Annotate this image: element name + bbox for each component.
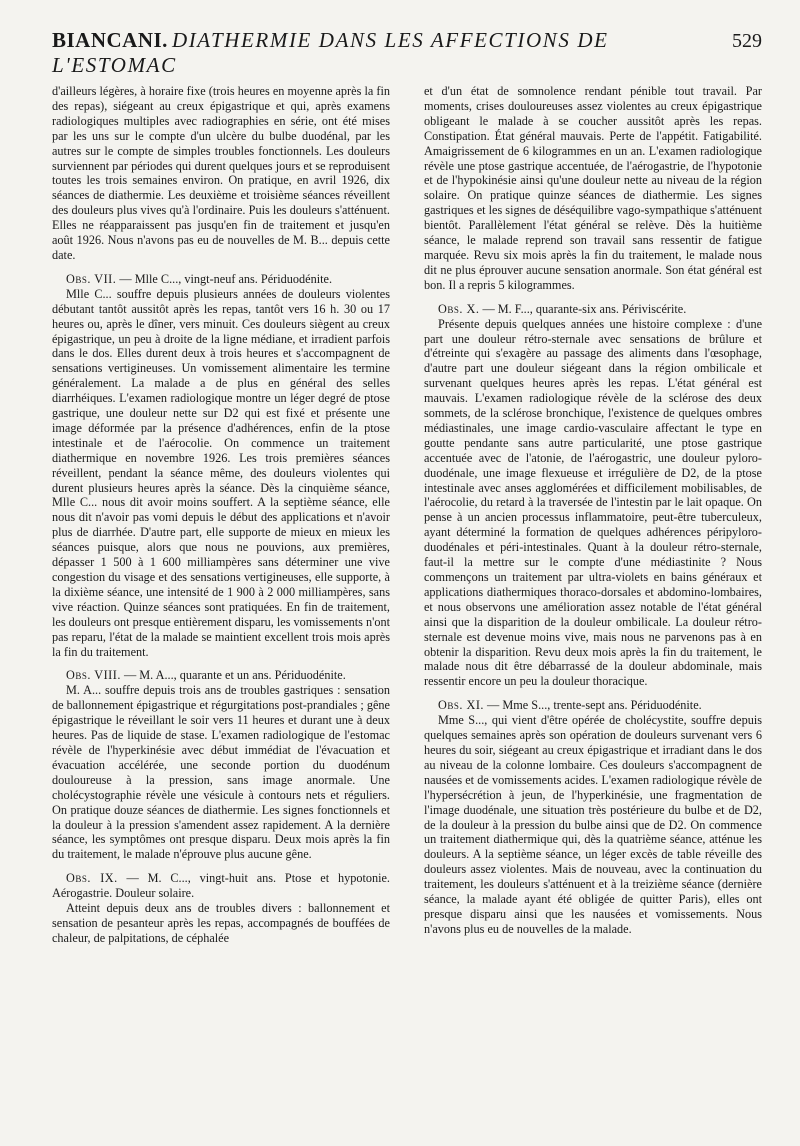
observation-label: Obs. IX. [66,871,118,886]
text-columns [52,84,762,946]
body-paragraph: M. A... souffre depuis trois ans de troubles gastriques : sensation de ballonnement épigastrique et régurgitations post-prandiales ; gêne épigastrique le réveillant le soir vers 11 heures et durant une à deux heures. Pas de liquide de stase. L'examen radiologique de l'estomac révèle de l'hyperkinésie avec début immédiat de l'évacuation et évacuation accélérée, une seconde portion du duodénum douloureuse à la pression, sans image anormale. Une cholécystographie révèle une vésicule à contours nets et réguliers. On pratique douze séances de diathermie. Les signes fonctionnels et la douleur à la pression s'amendent assez rapidement. A la dernière séance, les symptômes ont presque disparu. Deux mois après la fin du traitement, le malade n'éprouve plus aucune gêne. [52,683,390,862]
body-paragraph: Mme S..., qui vient d'être opérée de cholécystite, souffre depuis quelques semaines après son opération de douleurs survenant vers 6 heures du soir, siégeant au creux épigastrique et irradiant dans le dos au niveau de la colonne lombaire. Ces douleurs s'accompagnent de nausées et de vomissements acides. L'examen radiologique révèle de l'hypersécrétion à jeun, de l'hyperkinésie, une fragmentation de l'image duodénale, une situation très postérieure du bulbe et de D2, de la douleur à la pression du bulbe ainsi que de D2. On commence un traitement diathermique qui, dès la quatrième séance, atténue les douleurs. A la septième séance, un léger excès de table réveille des douleurs assez violentes. Mais de nouveau, avec la continuation du traitement, les douleurs s'atténuent et à la treizième séance (dernière séance, la malade ayant été obligée de quitter Paris), elles ont presque disparu ainsi que les nausées et vomissements. Nous n'avons plus eu de nouvelles de la malade. [424,713,762,936]
author-name: BIANCANI. [52,28,168,52]
observation-title: — M. C..., vingt-huit ans. Ptose et hypotonie. Aérogastrie. Douleur solaire. [52,871,390,901]
body-paragraph: Présente depuis quelques années une histoire complexe : d'une part une douleur rétro-sternale avec sensations de brûlure et d'étreinte qui s'exagère au passage des aliments dans l'œsophage, d'autre part une douleur siégeant dans la région ombilicale et survenant quelques heures après les repas. L'état général est mauvais. L'examen radiologique révèle de la sclérose des deux sommets, de la sclérose bronchique, l'existence de quelques ombres médiastinales, une image cardio-vasculaire affectant le type en goutte pendante sans autre particularité, une ptose gastrique accentuée avec de l'atonie, de l'aérogastric, une douleur pyloro-duodénale, une image flexueuse et irrégulière de D2, de la ptose intestinale avec anses agglomérées et difficilement mobilisables, de l'aérocolie, du retard à la traversée de l'intestin par le lait opaque. On pense à un ancien processus inflammatoire, peut-être tuberculeux, ayant déterminé la formation de quelques adhérences péripyloro-duodénales et péri-intestinales. Quant à la douleur rétro-sternale, faut-il la mettre sur le compte d'une médiastinite ? Nous commençons un traitement par ultra-violets en bains généraux et applications diathermiques thoraco-dorsales et abdomino-lombaires, et nous observons une amélioration assez notable de l'état général ainsi que la disparition de la douleur ombilicale. La douleur rétro-sternale est devenue moins vive, mais nous ne parvenons pas à en obtenir la disparition. Revu deux mois après la fin du traitement, le malade nous dit être débarrassé de la douleur abdominale, mais ressentir encore un peu la douleur thoracique. [424,316,762,689]
observation-label: Obs. VIII. [66,668,121,683]
page-number: 529 [732,30,762,52]
body-paragraph: d'ailleurs légères, à horaire fixe (trois heures en moyenne après la fin des repas), siégeant au creux épigastrique et qui, après examens radiologiques multiples avec radiographies en série, ont été mises par les uns sur le compte d'un ulcère du bulbe duodénal, par les autres sur le compte de simples troubles fonctionnels. Les douleurs surviennent par périodes qui durent quelques jours et se reproduisent toutes les trois semaines environ. On pratique, en avril 1926, dix séances de diathermie. Les deuxième et troisième séances réveillent des douleurs plus vives qu'à l'ordinaire. Puis les douleurs s'atténuent. Elles ne réapparaissent pas jusqu'en fin de traitement et jusqu'en août 1926. Nous n'avons pas eu de nouvelles de M. B... depuis cette date. [52,84,390,262]
observation-title: — Mlle C..., vingt-neuf ans. Périduodénite. [116,271,333,286]
observation-title: — M. F..., quarante-six ans. Périviscérite. [479,301,687,316]
observation-heading [52,668,390,683]
observation-label: Obs. VII. [66,271,117,286]
observation-heading [424,302,762,317]
observation-label: Obs. X. [438,301,480,316]
body-paragraph: et d'un état de somnolence rendant pénible tout travail. Par moments, crises douloureuses assez violentes au creux épigastrique obligeant le malade à se coucher aussitôt après les repas. Constipation. État général mauvais. Perte de l'appétit. Fatigabilité. Amaigrissement de 6 kilogrammes en un an. L'examen radiologique révèle une ptose gastrique accentuée, de l'aérogastrie, de l'hypotonie et de l'hypokinésie ainsi qu'une douleur nette au niveau de la région solaire. On pratique quinze séances de diathermie. Les signes gastriques et les signes de déséquilibre vago-sympathique s'atténuent bientôt. Parallèlement l'état général se relève. Dès la huitième séance, le malade reprend son travail sans ressentir de fatigue marquée. Revu six mois après la fin du traitement, le malade nous dit ne plus éprouver aucune sensation anormale. Son état général est bon. Il a repris 5 kilogrammes. [424,84,762,292]
right-column [424,84,762,946]
running-header [52,28,762,78]
observation-heading [424,698,762,713]
body-paragraph: Mlle C... souffre depuis plusieurs années de douleurs violentes débutant tantôt aussitôt après les repas, tantôt vers 16 h. 30 ou 17 heures ou, après le dîner, vers minuit. Ces douleurs siègent au creux épigastrique, un peu à droite de la ligne médiane, et irradient parfois dans le dos. Elles durent deux à trois heures et s'accompagnent de sensations vertigineuses. Un vomissement alimentaire les termine généralement. La malade a de plus en général des selles diarrhéiques. L'examen radiologique montre un léger degré de ptose gastrique, une douleur nette sur D2 qui est fixé et présente une image déformée par la présence d'adhérences, enfin de la ptose intestinale et de l'aérocolie. On commence un traitement diathermique en novembre 1926. Les trois premières séances réveillent, pendant la séance même, des douleurs violentes qui durent plusieurs heures après la séance. Dès la cinquième séance, Mlle C... nous dit avoir moins souffert. A la septième séance, elle nous dit n'avoir pas vomi depuis le début des applications et n'avoir plus de diarrhée. D'autre part, elle supporte de mieux en mieux les séances puisque, alors que nous ne pouvions, aux premières, dépasser 1 500 à 1 600 milliampères sans déterminer une vive congestion du visage et des sensations vertigineuses, elle supporte, à la dixième séance, une intensité de 1 900 à 2 000 milliampères, sans vive réaction. Quinze séances sont pratiquées. En fin de traitement, les douleurs ont presque entièrement disparu, les vomissements n'ont pas reparu, l'état de la malade se maintient excellent trois mois après la fin du traitement. [52,286,390,659]
observation-heading [52,272,390,287]
body-paragraph: Atteint depuis deux ans de troubles divers : ballonnement et sensation de pesanteur après les repas, accompagnés de bouffées de chaleur, de palpitations, de céphalée [52,901,390,945]
running-title: DIATHERMIE DANS LES AFFECTIONS DE L'ESTOMAC [52,28,609,77]
left-column [52,84,390,946]
observation-title: — M. A..., quarante et un ans. Périduodénite. [120,668,346,683]
observation-label: Obs. XI. [438,698,484,713]
observation-title: — Mme S..., trente-sept ans. Périduodénite. [483,698,702,713]
observation-heading [52,871,390,901]
